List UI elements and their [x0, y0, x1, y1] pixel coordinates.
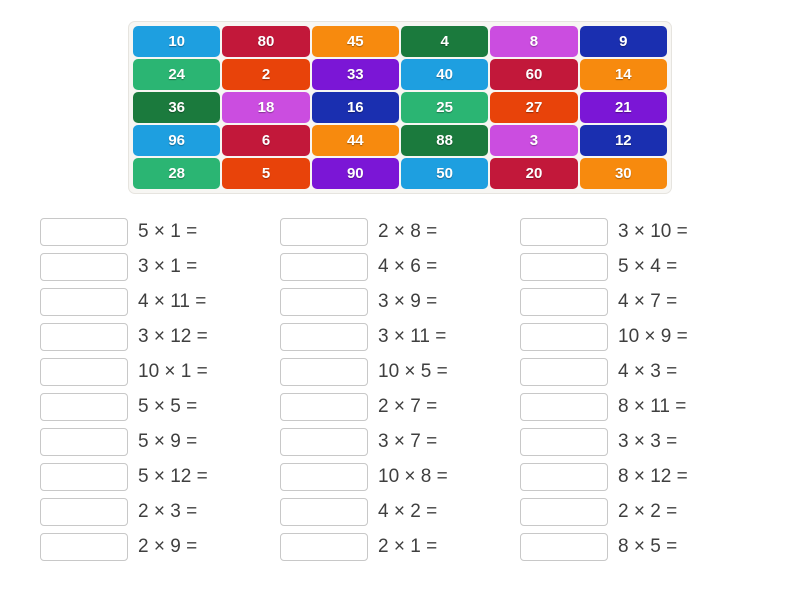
answer-tile[interactable]: 40	[401, 59, 488, 90]
question-row	[280, 284, 520, 319]
answer-tile[interactable]: 50	[401, 158, 488, 189]
question-row	[40, 389, 280, 424]
answer-drop-box[interactable]	[40, 428, 128, 456]
question-row	[280, 249, 520, 284]
question-row	[40, 494, 280, 529]
question-row	[40, 459, 280, 494]
answer-tile[interactable]: 44	[312, 125, 399, 156]
question-row	[40, 249, 280, 284]
answer-drop-box[interactable]	[40, 358, 128, 386]
question-text: 8 × 5 =	[618, 535, 678, 557]
question-text: 5 × 9 =	[138, 430, 198, 452]
answer-drop-box[interactable]	[280, 393, 368, 421]
answer-tile[interactable]: 21	[580, 92, 667, 123]
question-text: 10 × 5 =	[378, 360, 448, 382]
answer-tile[interactable]: 28	[133, 158, 220, 189]
question-text: 4 × 3 =	[618, 360, 678, 382]
answer-drop-box[interactable]	[40, 498, 128, 526]
answer-tile[interactable]: 45	[312, 26, 399, 57]
question-row	[280, 354, 520, 389]
question-text: 3 × 12 =	[138, 325, 208, 347]
question-row	[40, 354, 280, 389]
question-text: 4 × 6 =	[378, 255, 438, 277]
question-row	[280, 459, 520, 494]
question-text: 3 × 9 =	[378, 290, 438, 312]
question-row	[520, 284, 760, 319]
answer-drop-box[interactable]	[280, 463, 368, 491]
question-text: 3 × 1 =	[138, 255, 198, 277]
question-text: 10 × 9 =	[618, 325, 688, 347]
tile-row	[133, 26, 667, 57]
answer-tile[interactable]: 25	[401, 92, 488, 123]
question-text: 3 × 7 =	[378, 430, 438, 452]
answer-tile[interactable]: 90	[312, 158, 399, 189]
question-row	[520, 424, 760, 459]
answer-tile[interactable]: 33	[312, 59, 399, 90]
answer-drop-box[interactable]	[40, 533, 128, 561]
question-text: 5 × 5 =	[138, 395, 198, 417]
answer-drop-box[interactable]	[520, 463, 608, 491]
answer-tile[interactable]: 3	[490, 125, 577, 156]
question-text: 8 × 12 =	[618, 465, 688, 487]
tile-row	[133, 125, 667, 156]
answer-tile[interactable]: 60	[490, 59, 577, 90]
question-text: 2 × 3 =	[138, 500, 198, 522]
question-text: 5 × 1 =	[138, 220, 198, 242]
answer-drop-box[interactable]	[280, 288, 368, 316]
question-row	[280, 389, 520, 424]
answer-drop-box[interactable]	[280, 498, 368, 526]
answer-tile[interactable]: 14	[580, 59, 667, 90]
answer-drop-box[interactable]	[520, 533, 608, 561]
question-column	[280, 214, 520, 564]
question-text: 3 × 10 =	[618, 220, 688, 242]
question-text: 10 × 8 =	[378, 465, 448, 487]
answer-tile[interactable]: 4	[401, 26, 488, 57]
question-text: 2 × 9 =	[138, 535, 198, 557]
question-row	[40, 284, 280, 319]
answer-tile[interactable]: 24	[133, 59, 220, 90]
answer-drop-box[interactable]	[520, 393, 608, 421]
answer-tile[interactable]: 80	[222, 26, 309, 57]
question-row	[520, 494, 760, 529]
answer-tile[interactable]: 27	[490, 92, 577, 123]
answer-drop-box[interactable]	[520, 288, 608, 316]
answer-tile[interactable]: 20	[490, 158, 577, 189]
question-columns	[40, 214, 760, 564]
answer-drop-box[interactable]	[520, 428, 608, 456]
answer-drop-box[interactable]	[40, 463, 128, 491]
question-row	[40, 529, 280, 564]
answer-tile[interactable]: 2	[222, 59, 309, 90]
question-text: 2 × 2 =	[618, 500, 678, 522]
answer-tile[interactable]: 36	[133, 92, 220, 123]
question-text: 4 × 2 =	[378, 500, 438, 522]
answer-tile[interactable]: 12	[580, 125, 667, 156]
question-row	[280, 319, 520, 354]
question-row	[520, 249, 760, 284]
question-row	[520, 319, 760, 354]
question-column	[40, 214, 280, 564]
question-row	[520, 529, 760, 564]
answer-drop-box[interactable]	[40, 393, 128, 421]
answer-drop-box[interactable]	[520, 253, 608, 281]
question-text: 4 × 11 =	[138, 290, 207, 312]
question-column	[520, 214, 760, 564]
answer-tile[interactable]: 96	[133, 125, 220, 156]
answer-tile[interactable]: 8	[490, 26, 577, 57]
question-text: 8 × 11 =	[618, 395, 687, 417]
question-text: 3 × 11 =	[378, 325, 447, 347]
question-row	[40, 319, 280, 354]
question-row	[40, 214, 280, 249]
answer-drop-box[interactable]	[280, 218, 368, 246]
answer-drop-box[interactable]	[280, 428, 368, 456]
answer-tile[interactable]: 6	[222, 125, 309, 156]
answer-drop-box[interactable]	[280, 253, 368, 281]
tile-row	[133, 158, 667, 189]
answer-tile[interactable]: 88	[401, 125, 488, 156]
answer-tile[interactable]: 5	[222, 158, 309, 189]
question-text: 2 × 1 =	[378, 535, 438, 557]
answer-drop-box[interactable]	[40, 218, 128, 246]
answer-tile[interactable]: 9	[580, 26, 667, 57]
answer-tile[interactable]: 10	[133, 26, 220, 57]
answer-drop-box[interactable]	[280, 533, 368, 561]
question-text: 2 × 7 =	[378, 395, 438, 417]
question-row	[280, 494, 520, 529]
question-text: 2 × 8 =	[378, 220, 438, 242]
answer-drop-box[interactable]	[520, 218, 608, 246]
question-row	[520, 354, 760, 389]
answer-drop-box[interactable]	[280, 323, 368, 351]
answer-tile[interactable]: 18	[222, 92, 309, 123]
tile-row	[133, 92, 667, 123]
question-row	[280, 529, 520, 564]
question-text: 10 × 1 =	[138, 360, 208, 382]
question-text: 5 × 12 =	[138, 465, 208, 487]
question-text: 5 × 4 =	[618, 255, 678, 277]
answer-drop-box[interactable]	[520, 498, 608, 526]
answer-drop-box[interactable]	[520, 323, 608, 351]
answer-drop-box[interactable]	[40, 323, 128, 351]
question-text: 3 × 3 =	[618, 430, 678, 452]
tile-row	[133, 59, 667, 90]
question-row	[520, 389, 760, 424]
answer-drop-box[interactable]	[40, 253, 128, 281]
answer-drop-box[interactable]	[280, 358, 368, 386]
answer-tile-bank	[129, 22, 671, 193]
question-row	[520, 214, 760, 249]
question-text: 4 × 7 =	[618, 290, 678, 312]
question-row	[40, 424, 280, 459]
answer-tile[interactable]: 16	[312, 92, 399, 123]
answer-drop-box[interactable]	[40, 288, 128, 316]
answer-tile[interactable]: 30	[580, 158, 667, 189]
answer-drop-box[interactable]	[520, 358, 608, 386]
question-row	[280, 424, 520, 459]
question-row	[520, 459, 760, 494]
question-row	[280, 214, 520, 249]
